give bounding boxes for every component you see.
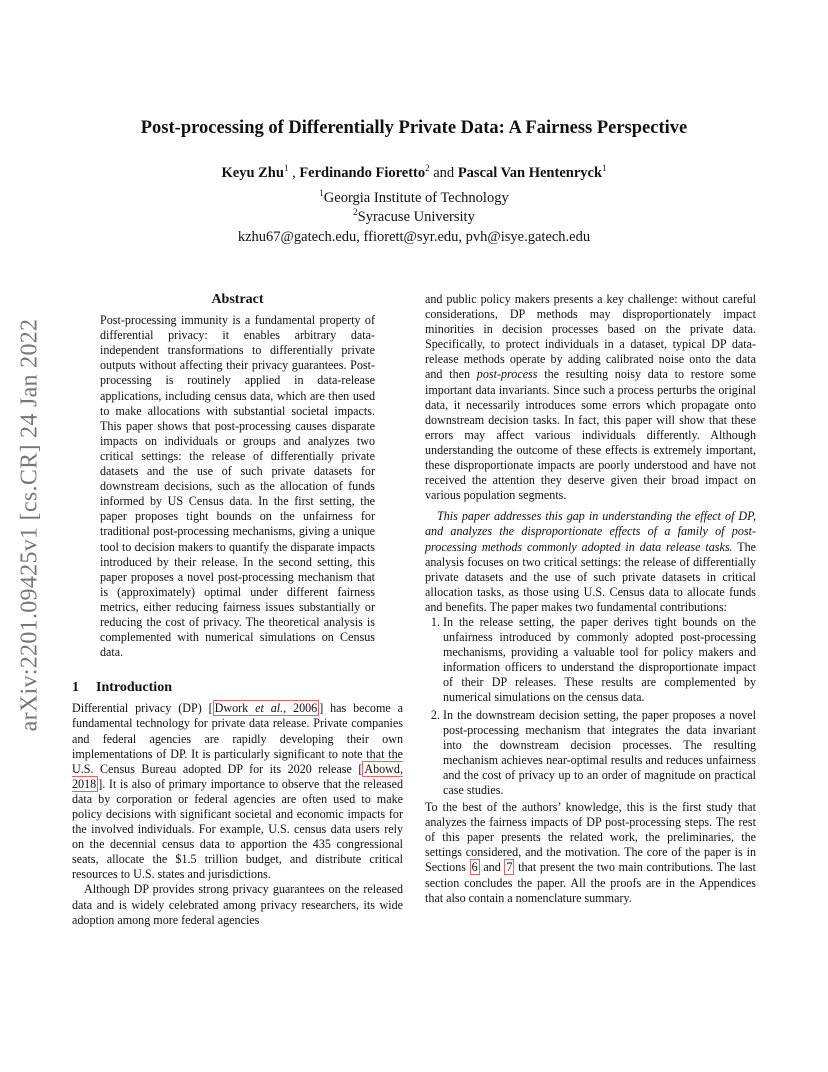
text-run: Differential privacy (DP) [: [72, 701, 213, 716]
list-item: 1. In the release setting, the paper derives tight bounds on the unfairness introduced by commonly adopted post-processing mechanisms, providing a valuable tool for policy makers and information officers to understand the disproportionate impact of their DP releases. These results are complemented by numerical simulations on the census data.: [443, 615, 756, 706]
citation-link[interactable]: Abowd, 2018: [72, 761, 403, 791]
affiliation-name: Syracuse University: [357, 209, 475, 225]
paper-title: Post-processing of Differentially Private Data: A Fairness Perspective: [140, 118, 688, 138]
emphasis-text: This paper addresses this gap in understanding the effect of DP, and analyzes the disproportionate effects of a family of post-processing methods commonly adopted in data release tasks.: [425, 509, 756, 554]
text-run: To the best of the authors’ knowledge, this is the first study that analyzes the fairness impacts of DP post-processing steps. The rest of this paper presents the related work, the preliminaries, the settings considered, and the motivation. The core of the paper is in Sections: [425, 800, 756, 875]
author-separator: and: [429, 165, 458, 181]
contributions-list: [425, 615, 756, 798]
right-column: [425, 292, 756, 906]
affiliation-line: [0, 190, 828, 207]
affiliation-mark: 1: [319, 188, 324, 199]
author-name: Pascal Van Hentenryck: [457, 165, 603, 181]
text-run: and: [479, 860, 505, 875]
intro-paragraph: Although DP provides strong privacy guarantees on the released data and is widely celebrated among privacy researchers, its wide adoption among more federal agencies: [72, 882, 403, 927]
affiliation-line: [0, 209, 828, 226]
author-name: Ferdinando Fioretto: [299, 165, 426, 181]
text-run: and public policy makers presents a key challenge: without careful considerations, DP methods may disproportionately impact minorities in decision processes based on the private data. Specifically, to protect individuals in a dataset, typical DP data-release methods operate by adding calibrated noise onto the data and then: [425, 292, 756, 382]
left-column: [72, 292, 403, 928]
arxiv-identifier-text: arXiv:2201.09425v1 [cs.CR] 24 Jan 2022: [16, 318, 43, 732]
section-heading: [72, 680, 403, 695]
text-run: the resulting noisy data to restore some important data invariants. Since such a process perturbs the original data, it necessarily introduces some errors which propagate onto downstream decision tasks. In fact, this paper will show that these errors may affect various individuals differently. Although understanding the outcome of these effects is extremely important, these disproportionate impacts are poorly understood and have not received the attention they deserve given their broad impact on various population segments.: [425, 367, 756, 503]
author-emails: kzhu67@gatech.edu, ffiorett@syr.edu, pvh@isye.gatech.edu: [237, 229, 591, 245]
author-name: Keyu Zhu: [221, 165, 284, 181]
citation-link[interactable]: [213, 700, 320, 716]
author-list: [0, 165, 828, 182]
abstract-heading: Abstract: [211, 292, 264, 307]
affiliation-name: Georgia Institute of Technology: [323, 190, 509, 206]
text-run: that present the two main contributions. The last section concludes the paper. All the proofs are in the Appendices that also contain a nomenclature summary.: [425, 860, 756, 905]
section-number: 1: [72, 680, 79, 696]
citation-author: Dwork: [214, 701, 249, 716]
abstract-text: Post-processing immunity is a fundamental property of differential privacy: it enables arbitrary data-independent transformations to differentially private outputs without affecting their privacy guarantees. Post-processing is routinely applied in data-release applications, including census data, which are then used to make allocations with substantial societal impacts. This paper shows that post-processing causes disparate impacts on individuals or groups and analyzes two critical settings: the release of differentially private datasets and the use of such private datasets for downstream decisions, such as the allocation of funds informed by US Census data. In the first setting, the paper proposes tight bounds on the unfairness for traditional post-processing mechanisms, giving a unique tool to decision makers to quantify the disparate impacts introduced by their release. In the second setting, this paper proposes a novel post-processing mechanism that is (approximately) optimal under different fairness metrics, either reducing fairness issues substantially or reducing the cost of privacy. The theoretical analysis is complemented with numerical simulations on Census data.: [100, 313, 375, 660]
citation-etal: et al.: [248, 701, 284, 716]
body-paragraph: [425, 292, 756, 503]
text-run: ]. It is also of primary importance to observe that the released data by corporation or federal agencies are often used to make policy decisions with significant societal and economic impacts for the involved individuals. For example, U.S. census data users rely on the decennial census data to apportion the 435 congressional seats, allocate the $1.5 trillion budget, and distribute critical resources to U.S. states and jurisdictions.: [72, 776, 403, 882]
body-paragraph: [425, 800, 756, 906]
arxiv-identifier: [6, 290, 54, 760]
section-title: Introduction: [96, 680, 172, 696]
author-separator: ,: [288, 165, 300, 181]
author-affiliation-mark: 1: [283, 163, 289, 174]
text-run: The analysis focuses on two critical settings: the release of differentially private datasets and the use of such private datasets in critical allocation tasks, as those using U.S. Census data to allocate funds and benefits. The paper makes two fundamental contributions:: [425, 539, 757, 614]
intro-paragraph: [72, 701, 403, 882]
author-affiliation-mark: 1: [602, 163, 607, 174]
text-run: ] has become a fundamental technology for private data release. Private companies and federal agencies are rapidly developing their own implementations of DP. It is particularly significant to note that the U.S. Census Bureau adopted DP for its 2020 release [: [72, 701, 403, 776]
emphasis-text: post-process: [476, 367, 538, 382]
section-ref-link[interactable]: 6: [471, 860, 478, 875]
citation-year: , 2006: [283, 701, 318, 716]
section-ref-link[interactable]: 7: [506, 860, 513, 875]
author-affiliation-mark: 2: [425, 163, 430, 174]
list-item: 2. In the downstream decision setting, the paper proposes a novel post-processing mechanism that integrates the data invariant into the downstream decision processes. The resulting mechanism achieves near-optimal results and reduces unfairness and the cost of privacy up to an order of magnitude on practical case studies.: [443, 708, 756, 799]
body-paragraph: [425, 509, 756, 615]
affiliation-mark: 2: [353, 207, 358, 218]
